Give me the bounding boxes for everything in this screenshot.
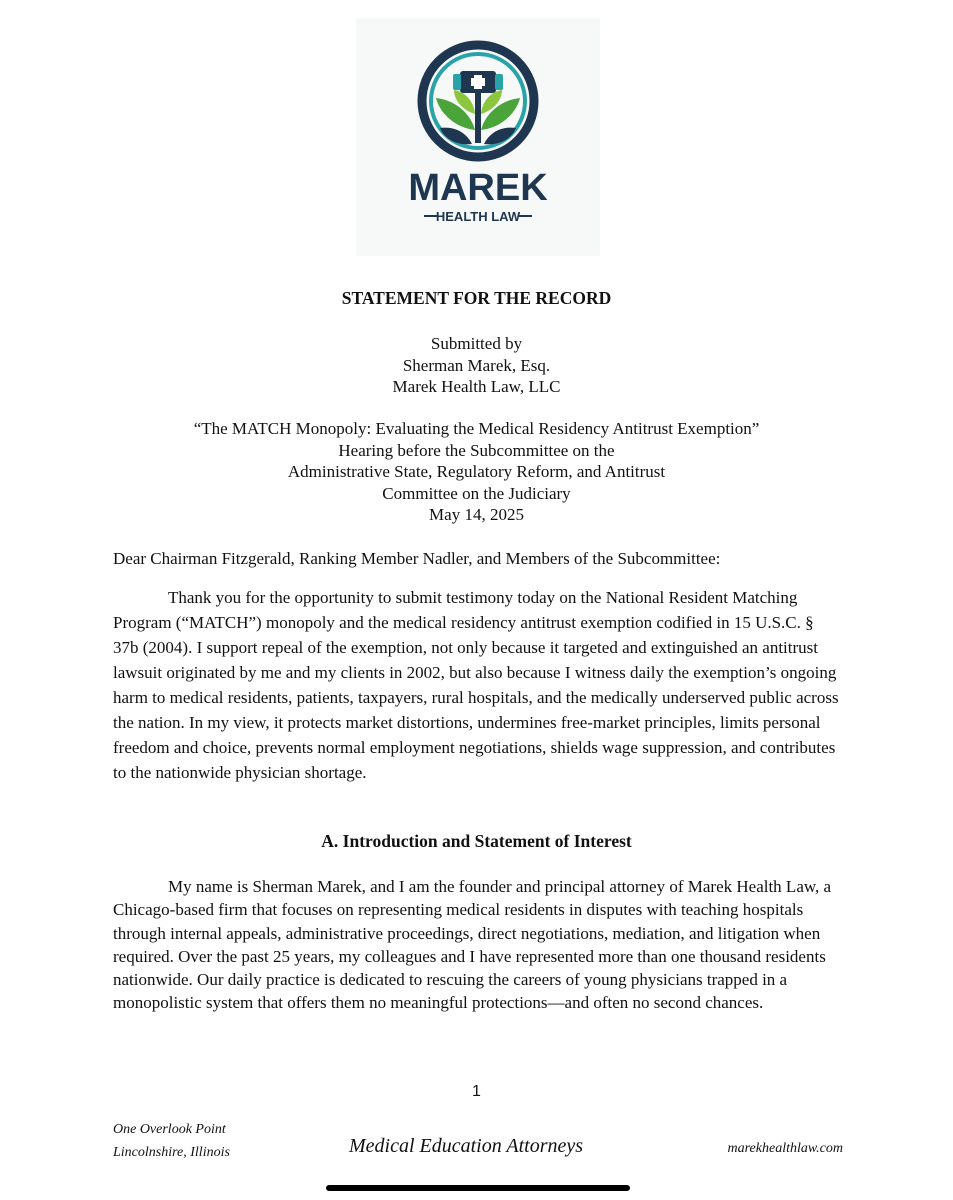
page-number: 1 — [472, 1083, 481, 1100]
committee-name: Committee on the Judiciary — [382, 483, 571, 503]
footer-tagline: Medical Education Attorneys — [349, 1135, 584, 1157]
hearing-block — [0, 418, 953, 526]
footer-address-line-1: One Overlook Point — [113, 1122, 226, 1137]
footer-website: marekhealthlaw.com — [727, 1141, 843, 1156]
body-paragraph-1: Thank you for the opportunity to submit testimony today on the National Resident Matching Program (“MATCH”) monopoly and the medical residency antitrust exemption codified in 15 U.S.C. § 37b (2004). I support repeal of the exemption, not only because it targeted and extinguished an antitrust lawsuit originated by me and my clients in 2002, but also because I witness daily the exemption’s ongoing harm to medical residents, patients, taxpayers, rural hospitals, and the medically underserved public across the nation. In my view, it protects market distortions, undermines free-market principles, limits personal freedom and choice, prevents normal employment negotiations, shields wage suppression, and contributes to the nationwide physician shortage. — [113, 588, 839, 782]
home-indicator[interactable] — [326, 1185, 630, 1191]
footer-address-line-2: Lincolnshire, Illinois — [113, 1145, 230, 1160]
subcommittee-name: Administrative State, Regulatory Reform, and Antitrust — [287, 462, 666, 481]
document-title: STATEMENT FOR THE RECORD — [341, 288, 612, 308]
hearing-title: “The MATCH Monopoly: Evaluating the Medical Residency Antitrust Exemption” — [193, 419, 760, 438]
section-heading: A. Introduction and Statement of Interest — [321, 831, 632, 851]
hearing-line: Hearing before the Subcommittee on the — [338, 440, 615, 460]
logo-brand-text: MAREK — [408, 167, 548, 209]
footer-address — [113, 1118, 230, 1164]
firm-name: Marek Health Law, LLC — [392, 377, 561, 396]
logo-tagline-text: HEALTH LAW — [435, 209, 521, 224]
submitted-by-label: Submitted by — [430, 334, 523, 353]
submitted-by-block — [0, 333, 953, 398]
body-paragraph-2: My name is Sherman Marek, and I am the founder and principal attorney of Marek Health Law, a Chicago-based firm that focuses on representing medical residents in disputes with teaching hospitals through internal appeals, administrative proceedings, direct negotiations, mediation, and litigation when required. Over the past 25 years, my colleagues and I have represented more than one thousand residents nationwide. Our daily practice is dedicated to rescuing the careers of young physicians trapped in a monopolistic system that offers them no meaningful protections—and often no second chances. — [113, 877, 832, 1013]
author-name: Sherman Marek, Esq. — [402, 355, 551, 375]
hearing-date: May 14, 2025 — [429, 505, 524, 524]
gavel-leaf-icon — [356, 18, 600, 256]
firm-logo — [356, 18, 600, 256]
salutation: Dear Chairman Fitzgerald, Ranking Member Nadler, and Members of the Subcommittee: — [113, 549, 721, 568]
